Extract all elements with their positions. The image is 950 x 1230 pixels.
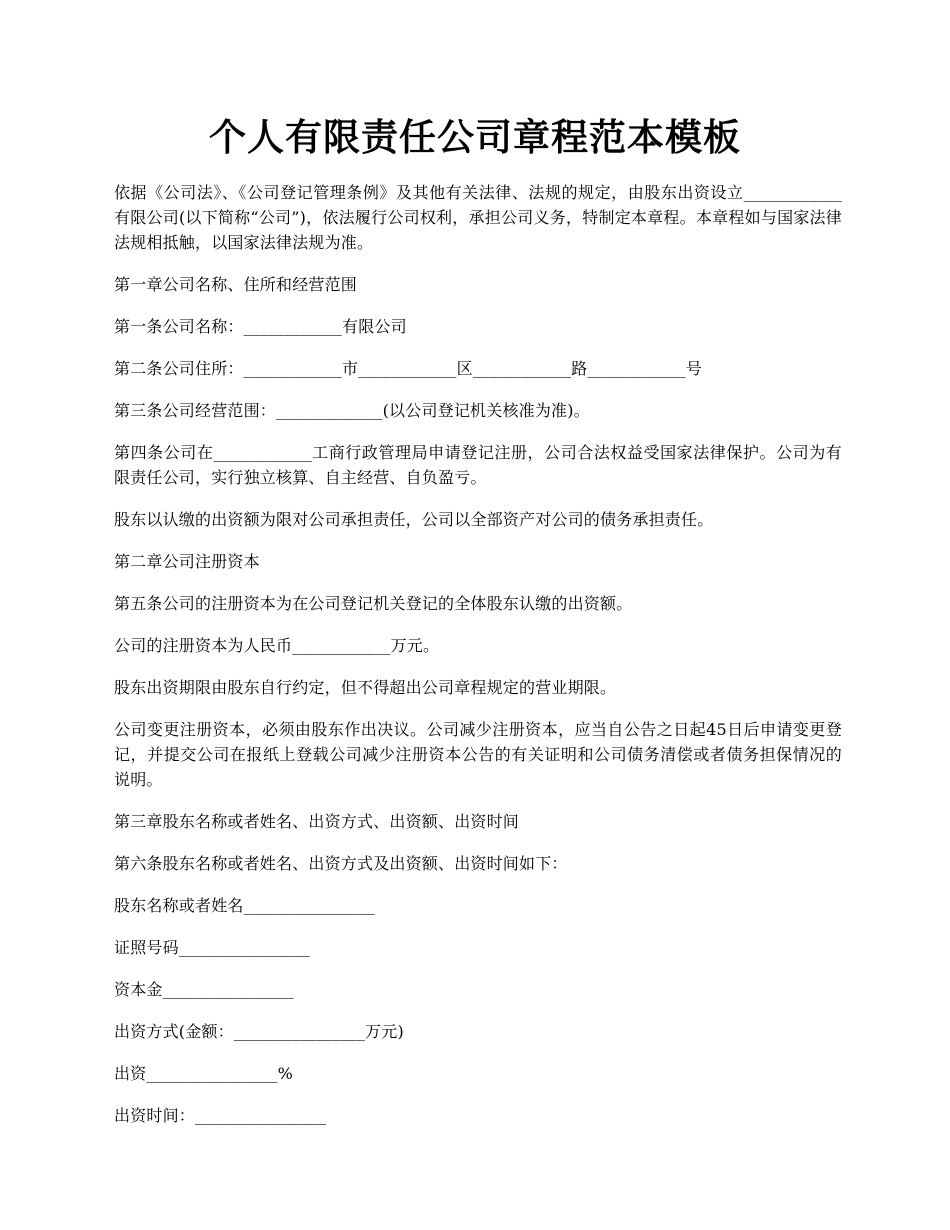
article-5: 第五条公司的注册资本为在公司登记机关登记的全体股东认缴的出资额。 [114, 594, 633, 613]
license-number-field: 证照号码________________ [114, 938, 311, 957]
article-3: 第三条公司经营范围：_____________(以公司登记机关核准为准)。 [114, 401, 590, 420]
contribution-period: 股东出资期限由股东自行约定，但不得超出公司章程规定的营业期限。 [114, 678, 617, 697]
paragraph-preamble: 依据《公司法》、《公司登记管理条例》及其他有关法律、法规的规定，由股东出资设立____________有限公司(以下简称“公司”)，依法履行公司权利，承担公司义务，特制定本章程。本章程如与国家法律法规相抵触，以国家法律法规为准。 [114, 183, 842, 252]
contribution-percent-field: 出资________________% [114, 1064, 294, 1083]
document-title: 个人有限责任公司章程范本模板 [209, 115, 741, 159]
document-body [114, 180, 842, 1145]
capital-change: 公司变更注册资本，必须由股东作出决议。公司减少注册资本，应当自公告之日起45日后申请变更登记，并提交公司在报纸上登载公司减少注册资本公告的有关证明和公司债务清偿或者债务担保情况的说明。 [114, 720, 842, 789]
registered-capital: 公司的注册资本为人民币____________万元。 [114, 636, 440, 655]
article-4: 第四条公司在____________工商行政管理局申请登记注册，公司合法权益受国家法律保护。公司为有限责任公司，实行独立核算、自主经营、自负盈亏。 [114, 443, 842, 487]
chapter-2-heading: 第二章公司注册资本 [114, 552, 260, 571]
liability-paragraph: 股东以认缴的出资额为限对公司承担责任，公司以全部资产对公司的债务承担责任。 [114, 510, 714, 529]
chapter-1-heading: 第一章公司名称、住所和经营范围 [114, 275, 358, 294]
chapter-3-heading: 第三章股东名称或者姓名、出资方式、出资额、出资时间 [114, 812, 520, 831]
contribution-method-field: 出资方式(金额：________________万元) [114, 1022, 404, 1041]
shareholder-name-field: 股东名称或者姓名________________ [114, 896, 375, 915]
article-6: 第六条股东名称或者姓名、出资方式及出资额、出资时间如下： [114, 854, 568, 873]
article-1: 第一条公司名称：____________有限公司 [114, 317, 407, 336]
capital-field: 资本金________________ [114, 980, 294, 999]
article-2: 第二条公司住所：____________市____________区____________路____________号 [114, 359, 703, 378]
contribution-time-field: 出资时间：________________ [114, 1106, 327, 1125]
